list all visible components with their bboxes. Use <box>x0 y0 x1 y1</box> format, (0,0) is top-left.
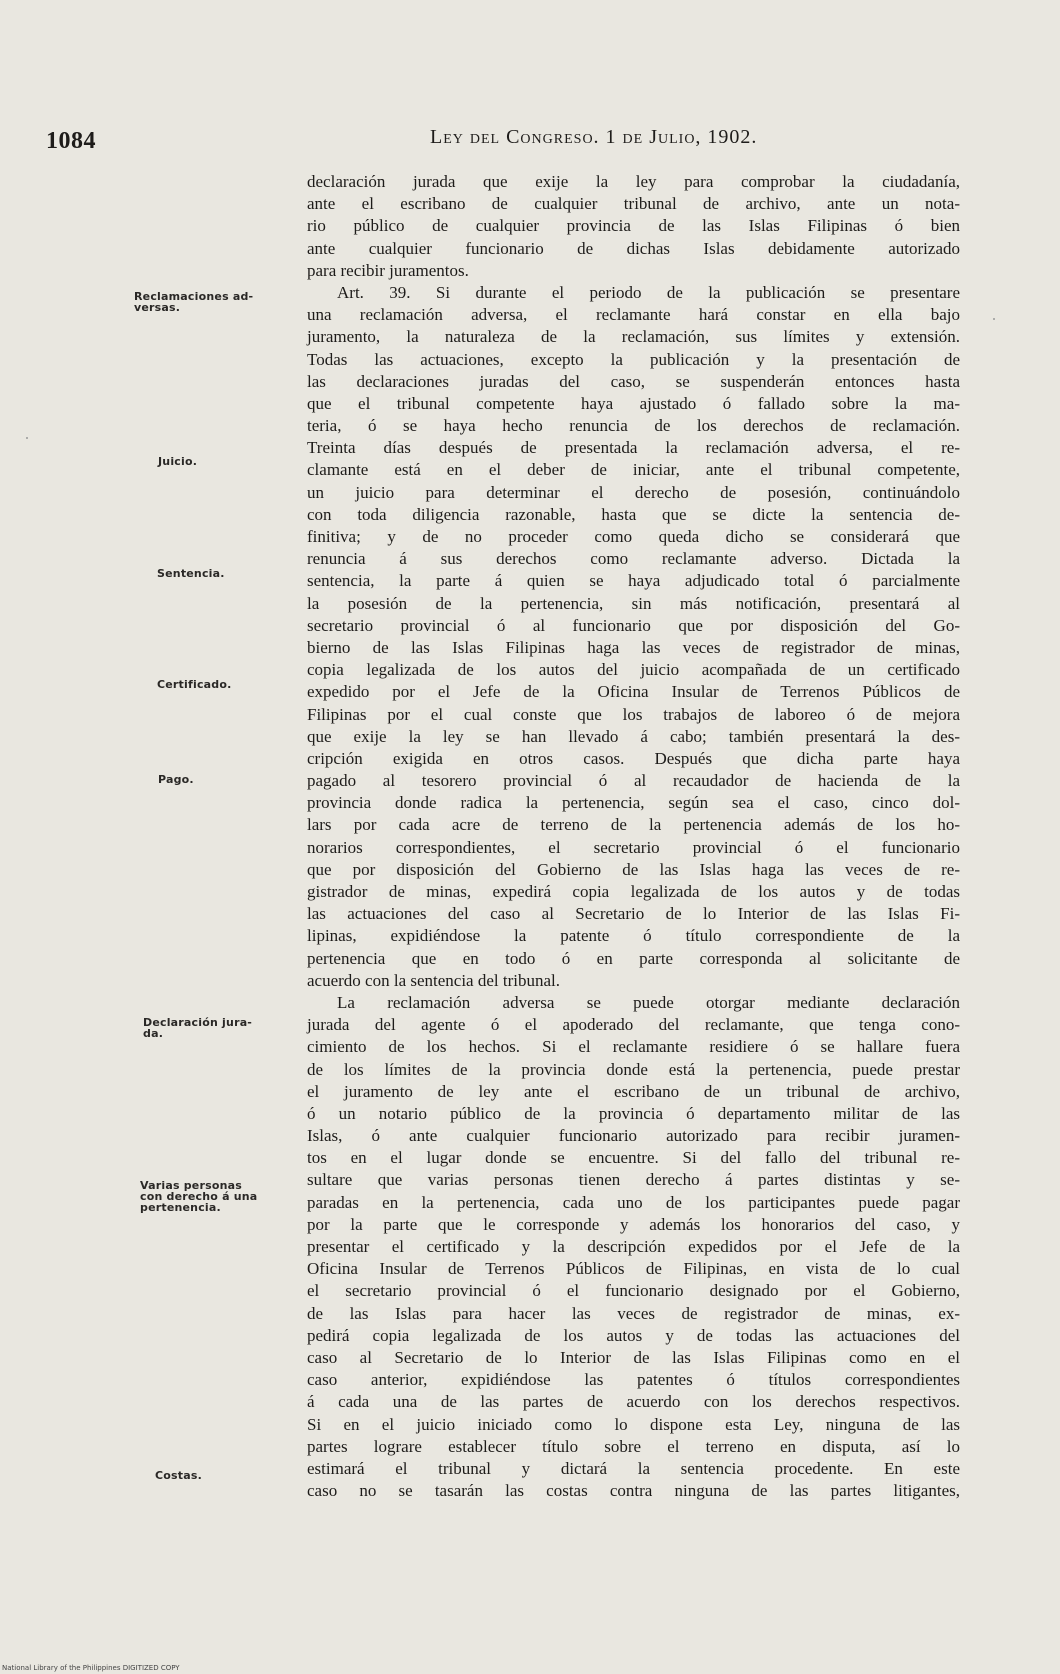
text-line: paradas en la pertenencia, cada uno de los participantes puede pagar <box>307 1192 960 1212</box>
text-line: estimará el tribunal y dictará la sentencia procedente. En este <box>307 1458 960 1478</box>
text-line: que exije la ley se han llevado á cabo; también presentará la des- <box>307 726 960 746</box>
text-line: Filipinas por el cual conste que los trabajos de laboreo ó de mejora <box>307 704 960 724</box>
footer-watermark: National Library of the Philippines DIGITIZED COPY <box>2 1664 180 1672</box>
text-line: para recibir juramentos. <box>307 260 469 280</box>
text-line: pertenencia que en todo ó en parte corresponda al solicitante de <box>307 948 960 968</box>
text-line: caso al Secretario de lo Interior de las Islas Filipinas como en el <box>307 1347 960 1367</box>
text-line: partes lograre establecer título sobre el terreno en disputa, así lo <box>307 1436 960 1456</box>
text-line: norarios correspondientes, el secretario provincial ó el funcionario <box>307 837 960 857</box>
text-line: provincia donde radica la pertenencia, según sea el caso, cinco dol- <box>307 793 960 813</box>
text-line: las actuaciones del caso al Secretario de lo Interior de las Islas Fi- <box>307 904 960 924</box>
margin-note-line: Pago. <box>158 773 194 786</box>
text-line: que el tribunal competente haya ajustado ó fallado sobre la ma- <box>307 393 960 413</box>
margin-note-line: Reclamaciones ad- <box>134 290 254 303</box>
margin-note-line: versas. <box>134 301 181 314</box>
text-line: rio público de cualquier provincia de las Islas Filipinas ó bien <box>307 216 960 236</box>
margin-note-line: Declaración jura- <box>143 1016 253 1029</box>
text-line: bierno de las Islas Filipinas haga las veces de registrador de minas, <box>307 637 960 657</box>
text-line: el secretario provincial ó el funcionario designado por el Gobierno, <box>307 1281 960 1301</box>
text-line: un juicio para determinar el derecho de posesión, continuándolo <box>307 482 960 502</box>
text-line: finitiva; y de no proceder como queda dicho se considerará que <box>307 527 960 546</box>
margin-note-line: pertenencia. <box>140 1201 221 1214</box>
text-line: Todas las actuaciones, excepto la publicación y la presentación de <box>307 349 960 369</box>
text-line: lars por cada acre de terreno de la pertenencia además de los ho- <box>307 815 960 835</box>
text-line: de los límites de la provincia donde está la pertenencia, puede prestar <box>307 1059 960 1079</box>
text-line: pedirá copia legalizada de los autos y de todas las actuaciones del <box>307 1325 960 1345</box>
margin-note-line: Juicio. <box>158 455 198 468</box>
text-line: lipinas, expidiéndose la patente ó título correspondiente de la <box>307 926 960 946</box>
text-line: gistrador de minas, expedirá copia legalizada de los autos y de todas <box>307 882 960 901</box>
text-line: Oficina Insular de Terrenos Públicos de Filipinas, en vista de lo cual <box>307 1259 960 1279</box>
text-line: ante el escribano de cualquier tribunal de archivo, ante un nota- <box>307 194 960 214</box>
text-line: secretario provincial ó al funcionario que por disposición del Go- <box>307 615 960 635</box>
text-line: ó un notario público de la provincia ó departamento militar de las <box>307 1103 960 1123</box>
text-line: renuncia á sus derechos como reclamante adverso. Dictada la <box>307 549 960 569</box>
text-line: teria, ó se haya hecho renuncia de los derechos de reclamación. <box>307 416 960 436</box>
text-line: juramento, la naturaleza de la reclamación, sus límites y extensión. <box>307 327 960 347</box>
text-line: clamante está en el deber de iniciar, ante el tribunal competente, <box>307 460 960 480</box>
scan-speck <box>26 437 28 439</box>
text-line: cripción exigida en otros casos. Después que dicha parte haya <box>307 748 960 768</box>
margin-note-pago <box>158 774 320 785</box>
text-line: presentar el certificado y la descripción expedidos por el Jefe de la <box>307 1237 960 1256</box>
text-line: la posesión de la pertenencia, sin más notificación, presentará al <box>307 593 960 613</box>
margin-note-line: Varias personas <box>140 1179 242 1192</box>
text-line: Si en el juicio iniciado como lo dispone esta Ley, ninguna de las <box>307 1414 960 1434</box>
margin-note-sentencia <box>157 568 319 579</box>
margin-note-line: Costas. <box>155 1469 202 1482</box>
text-line: ante cualquier funcionario de dichas Islas debidamente autorizado <box>307 238 960 258</box>
running-head: Ley del Congreso. 1 de Julio, 1902. <box>430 126 758 148</box>
text-line: cimiento de los hechos. Si el reclamante residiere ó se hallare fuera <box>307 1037 960 1057</box>
text-line: jurada del agente ó el apoderado del reclamante, que tenga cono- <box>307 1015 960 1035</box>
margin-note-certificado <box>157 679 319 690</box>
text-line: expedido por el Jefe de la Oficina Insular de Terrenos Públicos de <box>307 682 960 702</box>
text-line: las declaraciones juradas del caso, se suspenderán entonces hasta <box>307 371 960 391</box>
page-number: 1084 <box>46 128 96 154</box>
text-line: sultare que varias personas tienen derecho á partes distintas y se- <box>307 1170 960 1190</box>
margin-note-line: Certificado. <box>157 678 232 691</box>
text-line: Treinta días después de presentada la reclamación adversa, el re- <box>307 438 960 458</box>
text-line: por la parte que le corresponde y además los honorarios del caso, y <box>307 1214 960 1234</box>
text-line: sentencia, la parte á quien se haya adjudicado total ó parcialmente <box>307 571 960 591</box>
text-line: caso anterior, expidiéndose las patentes ó títulos correspondientes <box>307 1370 960 1390</box>
text-line: que por disposición del Gobierno de las Islas haga las veces de re- <box>307 859 960 879</box>
text-line: de las Islas para hacer las veces de registrador de minas, ex- <box>307 1303 960 1323</box>
margin-note-reclamaciones <box>134 291 296 313</box>
text-line: acuerdo con la sentencia del tribunal. <box>307 970 560 990</box>
text-line: el juramento de ley ante el escribano de un tribunal de archivo, <box>307 1081 960 1101</box>
text-line: copia legalizada de los autos del juicio acompañada de un certificado <box>307 660 960 680</box>
text-line: á cada una de las partes de acuerdo con los derechos respectivos. <box>307 1392 960 1412</box>
text-line: una reclamación adversa, el reclamante hará constar en ella bajo <box>307 305 960 325</box>
margin-note-juicio <box>158 456 320 467</box>
margin-note-costas <box>155 1470 317 1481</box>
text-line: caso no se tasarán las costas contra ninguna de las partes litigantes, <box>307 1481 960 1501</box>
scan-speck <box>993 318 995 320</box>
margin-note-line: Sentencia. <box>157 567 225 580</box>
text-line: pagado al tesorero provincial ó al recaudador de hacienda de la <box>307 771 960 791</box>
text-line: con toda diligencia razonable, hasta que se dicte la sentencia de- <box>307 504 960 524</box>
text-line: La reclamación adversa se puede otorgar mediante declaración <box>337 992 960 1012</box>
text-line: Islas, ó ante cualquier funcionario autorizado para recibir juramen- <box>307 1126 960 1146</box>
margin-note-line: con derecho á una <box>140 1190 258 1203</box>
margin-note-varias-personas <box>140 1180 302 1213</box>
text-line: declaración jurada que exije la ley para comprobar la ciudadanía, <box>307 172 960 191</box>
text-line: Art. 39. Si durante el periodo de la publicación se presentare <box>337 282 960 302</box>
margin-note-line: da. <box>143 1027 164 1040</box>
main-text <box>307 171 960 1502</box>
margin-note-declaracion <box>143 1017 305 1039</box>
text-line: tos en el lugar donde se encuentre. Si del fallo del tribunal re- <box>307 1148 960 1168</box>
